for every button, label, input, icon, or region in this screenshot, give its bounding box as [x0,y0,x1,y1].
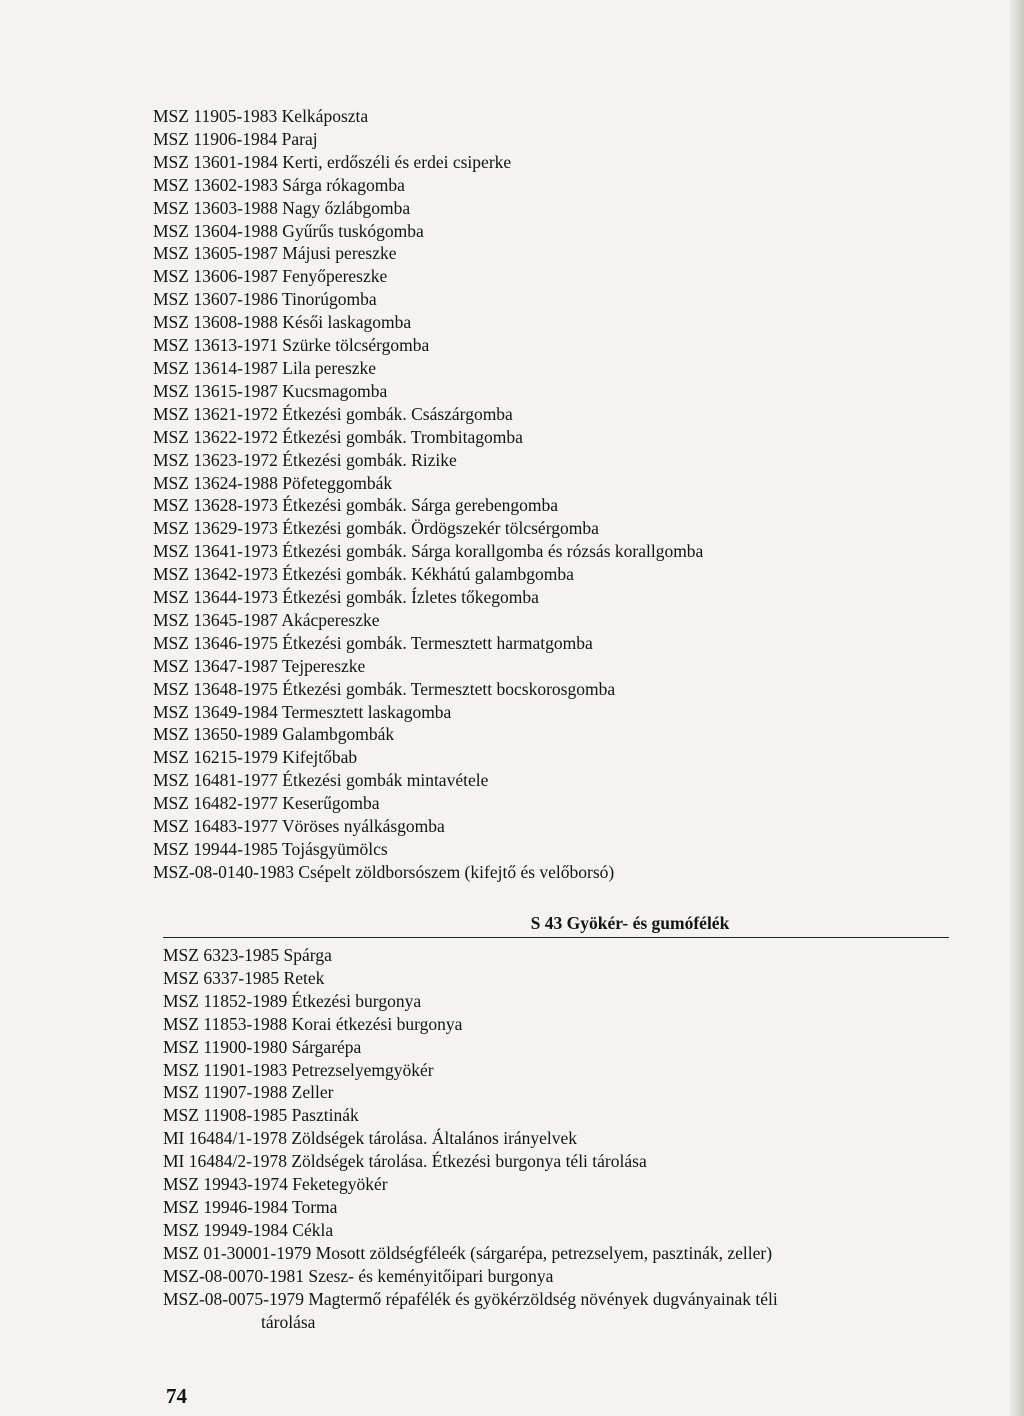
standards-list-root-vegetables [163,944,778,1333]
list-item: MSZ 19949-1984 Cékla [163,1219,334,1240]
list-item: MSZ 13603-1988 Nagy őzlábgomba [153,197,411,218]
list-item: MSZ 13604-1988 Gyűrűs tuskógomba [153,220,424,241]
list-item: MSZ 13642-1973 Étkezési gombák. Kékhátú galambgomba [153,564,574,585]
list-item: MSZ 13647-1987 Tejpereszke [153,655,366,676]
list-item: MI 16484/2-1978 Zöldségek tárolása. Étkezési burgonya téli tárolása [163,1151,647,1172]
list-item: MSZ 19944-1985 Tojásgyümölcs [153,839,388,859]
list-item: MSZ 11901-1983 Petrezselyemgyökér [163,1059,434,1080]
standards-list-mushrooms [153,105,703,884]
list-item: MSZ 13646-1975 Étkezési gombák. Termesztett harmatgomba [153,632,593,653]
list-item: MSZ 13614-1987 Lila pereszke [153,357,377,378]
list-item: MSZ 16215-1979 Kifejtőbab [153,747,358,768]
list-item: MSZ 11852-1989 Étkezési burgonya [163,990,422,1011]
list-item: MSZ 01-30001-1979 Mosott zöldségféleék (sárgarépa, petrezselyem, pasztinák, zeller) [163,1242,773,1263]
list-item: MSZ 13628-1973 Étkezési gombák. Sárga gerebengomba [153,495,559,516]
list-item: MSZ 6323-1985 Spárga [163,945,332,965]
list-item: MSZ 13607-1986 Tinorúgomba [153,289,377,310]
list-item: MSZ 13629-1973 Étkezési gombák. Ördögszekér tölcsérgomba [153,518,599,539]
list-item: MSZ 16483-1977 Vöröses nyálkásgomba [153,816,445,837]
list-item: MSZ 13650-1989 Galambgombák [153,724,395,745]
list-item: MSZ 13606-1987 Fenyőpereszke [153,266,388,287]
list-item: MSZ 11907-1988 Zeller [163,1082,334,1103]
section-rule [163,937,949,938]
list-item: MSZ 13624-1988 Pöfeteggombák [153,472,393,493]
list-item: MSZ 13613-1971 Szürke tölcsérgomba [153,335,430,356]
section-heading: S 43 Gyökér- és gumófélék [530,913,730,933]
list-item: MSZ-08-0140-1983 Csépelt zöldborsószem (kifejtő és velőborsó) [153,861,615,882]
list-item: MSZ 13644-1973 Étkezési gombák. Ízletes tőkegomba [153,587,539,608]
list-item: MSZ 16482-1977 Keserűgomba [153,793,380,814]
list-item: MI 16484/1-1978 Zöldségek tárolása. Általános irányelvek [163,1128,578,1149]
list-item: MSZ 13622-1972 Étkezési gombák. Trombitagomba [153,426,523,447]
list-item: MSZ 16481-1977 Étkezési gombák mintavétele [153,770,489,791]
list-item: MSZ 13605-1987 Májusi pereszke [153,243,397,264]
list-item: MSZ 13649-1984 Termesztett laskagomba [153,701,452,722]
page-edge-shadow [1010,0,1024,1416]
list-item: MSZ 11900-1980 Sárgarépa [163,1036,362,1057]
list-item: MSZ-08-0070-1981 Szesz- és keményitőipari burgonya [163,1265,554,1286]
list-item: MSZ 19943-1974 Feketegyökér [163,1174,388,1195]
list-item [163,1288,778,1334]
list-item-line: MSZ-08-0075-1979 Magtermő répafélék és gyökérzöldség növények dugványainak téli [163,1288,778,1309]
list-item: MSZ 13645-1987 Akácpereszke [153,609,380,630]
list-item: MSZ 13602-1983 Sárga rókagomba [153,174,405,195]
list-item: MSZ 13615-1987 Kucsmagomba [153,380,388,401]
list-item: MSZ 11853-1988 Korai étkezési burgonya [163,1013,463,1034]
list-item: MSZ 6337-1985 Retek [163,967,325,988]
list-item: MSZ 13641-1973 Étkezési gombák. Sárga korallgomba és rózsás korallgomba [153,541,704,562]
list-item: MSZ 13601-1984 Kerti, erdőszéli és erdei csiperke [153,151,512,172]
list-item: MSZ 11908-1985 Pasztinák [163,1105,359,1126]
list-item: MSZ 11905-1983 Kelkáposzta [153,106,369,126]
page-number: 74 [166,1384,187,1408]
list-item: MSZ 13648-1975 Étkezési gombák. Termesztett bocskorosgomba [153,678,616,699]
list-item: MSZ 13621-1972 Étkezési gombák. Császárgomba [153,403,513,424]
list-item: MSZ 13623-1972 Étkezési gombák. Rizike [153,449,457,470]
list-item: MSZ 11906-1984 Paraj [153,128,318,149]
list-item: MSZ 19946-1984 Torma [163,1196,338,1217]
list-item-continuation: tárolása [261,1311,316,1332]
list-item: MSZ 13608-1988 Késői laskagomba [153,312,412,333]
